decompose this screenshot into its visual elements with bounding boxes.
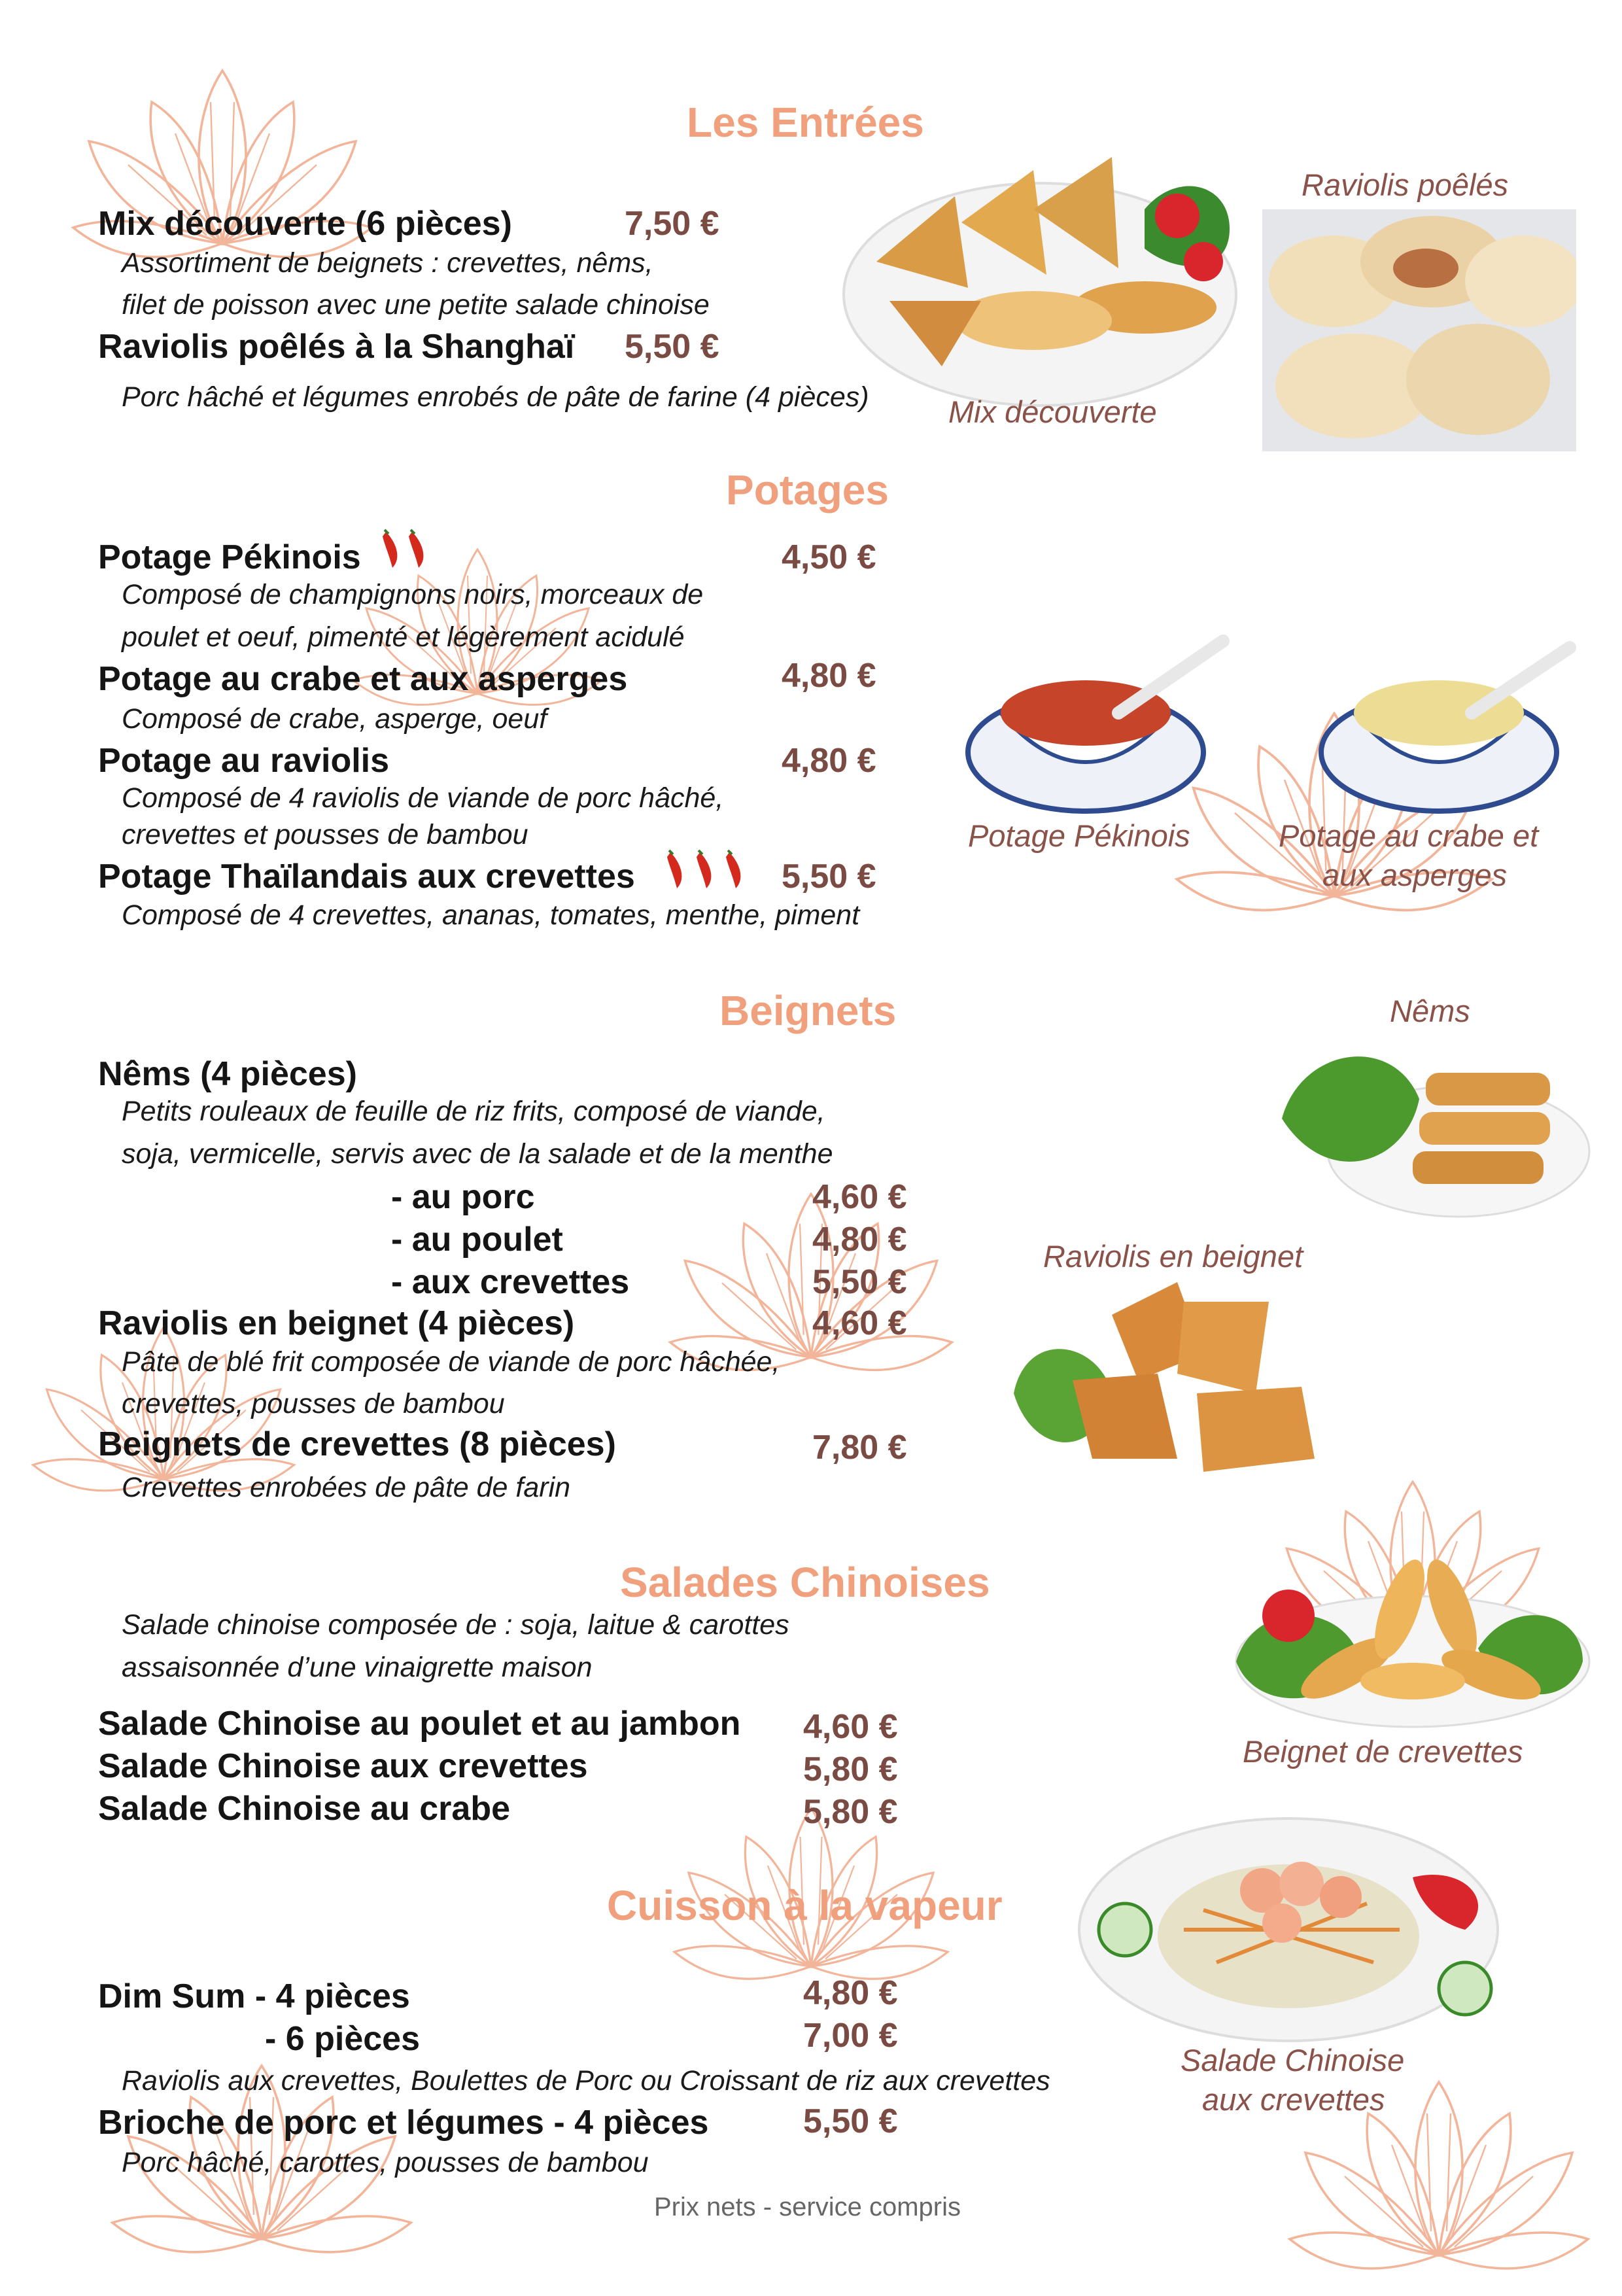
price-potage-raviolis: 4,80 € bbox=[782, 742, 876, 780]
potage-pekinois-photo bbox=[961, 615, 1236, 824]
price-nems-porc: 4,60 € bbox=[812, 1178, 907, 1216]
menu-item-salade-crevettes: Salade Chinoise aux crevettes bbox=[98, 1747, 588, 1785]
menu-item-dim-sum-6: - 6 pièces bbox=[265, 2020, 421, 2058]
menu-item-mix-decouverte: Mix découverte (6 pièces) bbox=[98, 205, 512, 243]
menu-item-raviolis-beignet: Raviolis en beignet (4 pièces) bbox=[98, 1304, 575, 1342]
desc-mix-decouverte-2: filet de poisson avec une petite salade chinoise bbox=[122, 289, 710, 321]
price-potage-pekinois: 4,50 € bbox=[782, 538, 876, 576]
desc-nems-1: Petits rouleaux de feuille de riz frits, composé de viande, bbox=[122, 1096, 825, 1127]
desc-brioche: Porc hâché, carottes, pousses de bambou bbox=[122, 2147, 649, 2178]
price-salade-crabe: 5,80 € bbox=[803, 1793, 898, 1831]
mix-decouverte-photo bbox=[837, 131, 1243, 419]
caption-raviolis-beignet: Raviolis en beignet bbox=[1043, 1239, 1303, 1274]
section-title-potages: Potages bbox=[726, 466, 889, 513]
menu-item-potage-crabe: Potage au crabe et aux asperges bbox=[98, 660, 628, 698]
price-dim-sum-6: 7,00 € bbox=[803, 2017, 898, 2055]
menu-item-salade-crabe: Salade Chinoise au crabe bbox=[98, 1790, 511, 1828]
price-beignets-crevettes: 7,80 € bbox=[812, 1429, 907, 1467]
desc-raviolis-beignet-1: Pâte de blé frit composée de viande de porc hâchée, bbox=[122, 1346, 780, 1378]
nems-variant-porc: - au porc bbox=[391, 1178, 535, 1216]
chili-icon-spicy-pekinois bbox=[379, 529, 451, 574]
caption-mix-decouverte: Mix découverte bbox=[948, 394, 1157, 429]
desc-raviolis-beignet-2: crevettes, pousses de bambou bbox=[122, 1388, 505, 1419]
price-potage-crabe: 4,80 € bbox=[782, 657, 876, 695]
beignet-crevettes-photo bbox=[1216, 1518, 1596, 1733]
raviolis-poeles-photo bbox=[1262, 209, 1576, 451]
caption-raviolis-poeles: Raviolis poêlés bbox=[1302, 167, 1509, 202]
price-nems-poulet: 4,80 € bbox=[812, 1221, 907, 1259]
menu-item-brioche: Brioche de porc et légumes - 4 pièces bbox=[98, 2104, 709, 2142]
menu-item-beignets-crevettes: Beignets de crevettes (8 pièces) bbox=[98, 1425, 616, 1463]
price-salade-crevettes: 5,80 € bbox=[803, 1750, 898, 1788]
price-dim-sum-4: 4,80 € bbox=[803, 1974, 898, 2012]
desc-potage-crabe: Composé de crabe, asperge, oeuf bbox=[122, 703, 547, 735]
price-raviolis-poeles: 5,50 € bbox=[625, 328, 719, 366]
caption-potage-pekinois: Potage Pékinois bbox=[968, 818, 1190, 853]
desc-dim-sum: Raviolis aux crevettes, Boulettes de Porc ou Croissant de riz aux crevettes bbox=[122, 2065, 1050, 2096]
potage-crabe-photo bbox=[1308, 615, 1583, 824]
price-mix-decouverte: 7,50 € bbox=[625, 205, 719, 243]
desc-potage-pekinois-1: Composé de champignons noirs, morceaux de bbox=[122, 579, 704, 610]
caption-salade-crevettes-2: aux crevettes bbox=[1202, 2082, 1385, 2117]
nems-variant-crevettes: - aux crevettes bbox=[391, 1263, 630, 1301]
salade-crevettes-photo bbox=[1073, 1799, 1517, 2047]
desc-potage-thai: Composé de 4 crevettes, ananas, tomates, menthe, piment bbox=[122, 899, 860, 931]
desc-beignets-crevettes: Crevettes enrobées de pâte de farin bbox=[122, 1472, 571, 1503]
menu-item-salade-poulet-jambon: Salade Chinoise au poulet et au jambon bbox=[98, 1705, 741, 1743]
menu-item-raviolis-poeles: Raviolis poêlés à la Shanghaï bbox=[98, 328, 575, 366]
caption-nems: Nêms bbox=[1390, 994, 1470, 1028]
menu-item-potage-pekinois: Potage Pékinois bbox=[98, 538, 361, 576]
price-salade-poulet-jambon: 4,60 € bbox=[803, 1708, 898, 1746]
price-brioche: 5,50 € bbox=[803, 2102, 898, 2140]
caption-potage-crabe-1: Potage au crabe et bbox=[1279, 818, 1539, 853]
nems-photo bbox=[1275, 1020, 1596, 1223]
caption-salade-crevettes-1: Salade Chinoise bbox=[1181, 2043, 1405, 2078]
section-title-vapeur: Cuisson à la vapeur bbox=[607, 1882, 1003, 1929]
menu-item-potage-raviolis: Potage au raviolis bbox=[98, 742, 390, 780]
nems-variant-poulet: - au poulet bbox=[391, 1221, 563, 1259]
desc-nems-2: soja, vermicelle, servis avec de la salade et de la menthe bbox=[122, 1138, 833, 1170]
footer-note: Prix nets - service compris bbox=[654, 2193, 961, 2221]
caption-beignet-crevettes: Beignet de crevettes bbox=[1243, 1734, 1523, 1769]
desc-potage-pekinois-2: poulet et oeuf, pimenté et légèrement acidulé bbox=[122, 621, 685, 653]
desc-raviolis-poeles: Porc hâché et légumes enrobés de pâte de farine (4 pièces) bbox=[122, 381, 869, 413]
section-title-entrees: Les Entrées bbox=[687, 99, 924, 146]
desc-potage-raviolis-2: crevettes et pousses de bambou bbox=[122, 819, 528, 850]
desc-mix-decouverte-1: Assortiment de beignets : crevettes, nêms, bbox=[122, 247, 653, 279]
price-potage-thai: 5,50 € bbox=[782, 858, 876, 896]
caption-potage-crabe-2: aux asperges bbox=[1322, 858, 1508, 892]
lotus-decoration-bottom-right bbox=[1282, 2041, 1596, 2296]
menu-item-potage-thai: Potage Thaïlandais aux crevettes bbox=[98, 858, 635, 896]
menu-item-dim-sum-4: Dim Sum - 4 pièces bbox=[98, 1977, 410, 2015]
section-title-salades: Salades Chinoises bbox=[620, 1559, 990, 1606]
desc-salades-intro-1: Salade chinoise composée de : soja, laitue & carottes bbox=[122, 1609, 789, 1641]
desc-salades-intro-2: assaisonnée d’une vinaigrette maison bbox=[122, 1652, 593, 1683]
price-nems-crevettes: 5,50 € bbox=[812, 1263, 907, 1301]
menu-item-nems: Nêms (4 pièces) bbox=[98, 1055, 357, 1093]
chili-icon-spicy-thai bbox=[664, 849, 768, 895]
section-title-beignets: Beignets bbox=[719, 987, 897, 1034]
price-raviolis-beignet: 4,60 € bbox=[812, 1304, 907, 1342]
desc-potage-raviolis-1: Composé de 4 raviolis de viande de porc hâché, bbox=[122, 782, 724, 814]
raviolis-beignet-photo bbox=[1007, 1262, 1347, 1491]
